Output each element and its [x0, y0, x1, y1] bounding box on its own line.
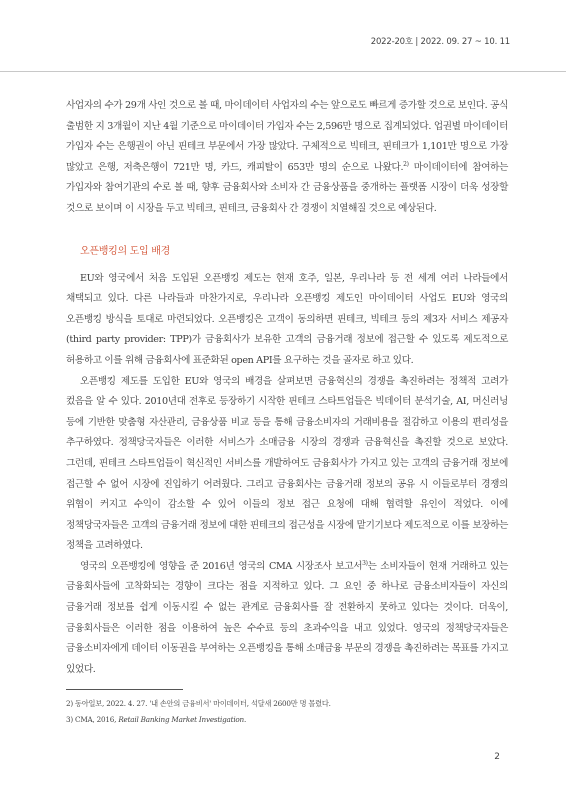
footnote-3-title: Retail Banking Market Investigation. — [118, 715, 247, 724]
footnote-3-source: 3) CMA, 2016, — [66, 715, 119, 724]
footnotes — [66, 696, 508, 728]
section-paragraph-3 — [66, 557, 508, 681]
paragraph-3-text-b: 는 소비자들이 현재 거래하고 있는 금융회사들에 고착화되는 경향이 크다는 점을 지적하고 있다. 그 요인 중 하나로 금융소비자들이 자신의 금융거래 정보를 쉽게 이동시킬 수 없는 관계로 금융회사를 잘 전환하지 못하고 있다는 것이다. 더욱이, 금융회사들은 이러한 점을 이용하여 높은 수수료 등의 초과수익을 내고 있었다. 영국의 정책당국자들은 금융소비자에게 데이터 이동권을 부여하는 오픈뱅킹을 통해 소매금융 부문의 경쟁을 촉진하려는 목표를 가지고 있었다. — [66, 560, 508, 675]
intro-text-b: 마이데이터에 참여하는 가입자와 참여기관의 수로 볼 때, 향후 금융회사와 소비자 간 금융상품을 중개하는 플랫폼 시장이 더욱 성장할 것으로 보이며 이 시장을 두고 빅테크, 핀테크, 금융회사 간 경쟁이 치열해질 것으로 예상된다. — [66, 161, 508, 214]
section-paragraph-1: EU와 영국에서 처음 도입된 오픈뱅킹 제도는 현재 호주, 일본, 우리나라 등 전 세계 여러 나라들에서 채택되고 있다. 다른 나라들과 마찬가지로, 우리나라 오픈뱅킹 제도인 마이데이터 사업도 EU와 영국의 오픈뱅킹 방식을 토대로 마련되었다. 오픈뱅킹은 고객이 동의하면 핀테크, 빅테크 등의 제3자 서비스 제공자(third party provider: TPP)가 금융회사가 보유한 고객의 금융거래 정보에 접근할 수 있도록 제도적으로 허용하고 이를 위해 금융회사에 표준화된 open API를 요구하는 것을 골자로 하고 있다. — [66, 272, 508, 366]
footnote-2: 2) 동아일보, 2022. 4. 27. '내 손안의 금융비서' 마이데이터, 석달새 2600만 명 몰렸다. — [66, 699, 331, 708]
section-paragraph-2: 오픈뱅킹 제도를 도입한 EU와 영국의 배경을 살펴보면 금융혁신의 경쟁을 촉진하려는 정책적 고려가 컸음을 알 수 있다. 2010년대 전후로 등장하기 시작한 핀테크 스타트업들은 빅데이터 분석기술, AI, 머신러닝 등에 기반한 맞춤형 자산관리, 금융상품 비교 등을 통해 금융소비자의 거래비용을 절감하고 이용의 편리성을 추구하였다. 정책당국자들은 이러한 서비스가 소매금융 시장의 경쟁과 금융혁신을 촉진할 것으로 보았다. 그런데, 핀테크 스타트업들이 혁신적인 서비스를 개발하여도 금융회사가 가지고 있는 고객의 금융거래 정보에 접근할 수 없어 시장에 진입하기 어려웠다. 그리고 금융회사는 금융거래 정보의 공유 시 이들로부터 경쟁의 위협이 커지고 수익이 감소할 수 있어 이들의 정보 접근 요청에 대해 협력할 유인이 적었다. 이에 정책당국자들은 고객의 금융거래 정보에 대한 핀테크의 접근성을 시장에 맡기기보다 제도적으로 이를 보장하는 정책을 고려하였다. — [66, 375, 508, 552]
section-heading: 오픈뱅킹의 도입 배경 — [80, 245, 170, 257]
page-number: 2 — [494, 752, 500, 762]
header-divider — [0, 71, 566, 72]
footnote-ref-3[interactable]: 3) — [362, 559, 368, 567]
intro-text-a: 사업자의 수가 29개 사인 것으로 볼 때, 마이데이터 사업자의 수는 앞으로도 빠르게 증가할 것으로 보인다. 공식 출범한 지 3개월이 지난 4월 기준으로 마이데이터 가입자 수는 2,596만 명으로 집계되었다. 업권별 마이데이터 가입자 수는 은행권이 아닌 핀테크 부문에서 가장 많았다. 구체적으로 빅테크, 핀테크가 1,101만 명으로 가장 많았고 은행, 저축은행이 721만 명, 카드, 캐피탈이 653만 명의 순으로 나왔다. — [66, 100, 508, 173]
footnote-3 — [66, 712, 508, 728]
document-body — [66, 96, 508, 680]
footnote-ref-2[interactable]: 2) — [403, 160, 409, 168]
footnote-divider — [66, 689, 183, 690]
intro-paragraph — [66, 96, 508, 220]
issue-date-header: 2022-20호 | 2022. 09. 27 ~ 10. 11 — [370, 37, 510, 47]
paragraph-3-text-a: 영국의 오픈뱅킹에 영향을 준 2016년 영국의 CMA 시장조사 보고서 — [80, 560, 363, 572]
